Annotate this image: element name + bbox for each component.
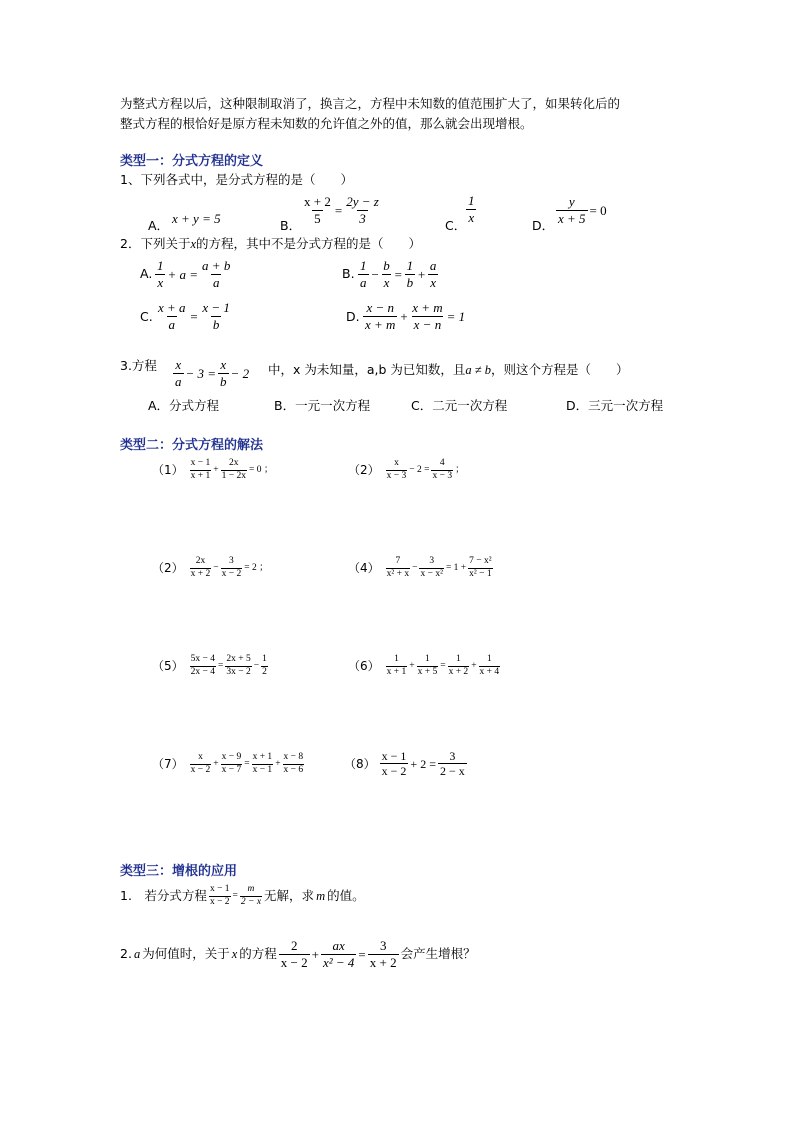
problem-2: （2） $\frac{x}{x - 3}$ − 2 = $\frac{4}{x - 3}$ ； bbox=[348, 458, 465, 481]
problem-4: （4） $\frac{7}{\text{x² + x}}$ − $\frac{3}{\text{x − x²}}$ = 1 + $\frac{\text{7 − x²}}{\text{x² − 1}}$ bbox=[348, 556, 492, 579]
problem-1-label: （1） bbox=[152, 463, 184, 478]
q3-option-b: B．一元一次方程 bbox=[274, 398, 371, 413]
problem-1: （1） $\frac{x - 1}{x + 1}$ + $\frac{2x}{1 - 2x}$ = 0 ； bbox=[152, 458, 274, 481]
q1-option-b-expr: $\frac{x + 2}{5}$ = $\frac{2y - z}{3}$ bbox=[304, 194, 379, 226]
q1-option-a-expr: x + y = 5 bbox=[172, 211, 221, 226]
q3-text: 中，x 为未知量，a,b 为已知数，且a ≠ b，则这个方程是（ ） bbox=[268, 362, 629, 377]
s3-q2: 2. a 为何值时，关于 x 的方程 $\frac{2}{x - 2}$ + $\frac{ax}{\text{x² − 4}}$ = $\frac{3}{x + 2}$ 会产生增根？ bbox=[120, 938, 476, 970]
section-1-heading: 类型一：分式方程的定义 bbox=[120, 154, 264, 169]
section-3-heading: 类型三：增根的应用 bbox=[120, 864, 238, 879]
problem-5: （5） $\frac{5x - 4}{2x - 4}$ = $\frac{2x + 5}{3x - 2}$ − $\frac{1}{2}$ bbox=[152, 654, 267, 677]
intro-line-2: 整式方程的根恰好是原方程未知数的允许值之外的值，那么就会出现增根。 bbox=[120, 116, 533, 131]
problem-7: （7） $\frac{x}{x - 2}$ + $\frac{x - 9}{x - 7}$ = $\frac{x + 1}{x - 1}$ + $\frac{x - 8}{x - 6}$ bbox=[152, 752, 304, 775]
problem-6: （6） $\frac{1}{x + 1}$ + $\frac{1}{x + 5}$ = $\frac{1}{x + 2}$ + $\frac{1}{x + 4}$ bbox=[348, 654, 500, 677]
q1-option-c-label: C． bbox=[445, 218, 467, 233]
q3-label: 3.方程 bbox=[120, 358, 157, 373]
problem-2-label: （2） bbox=[348, 463, 380, 478]
q2-option-d-expr: $\frac{x - n}{x + m}$ + $\frac{x + m}{x - n}$ = 1 bbox=[365, 300, 466, 332]
q3-option-d: D．三元一次方程 bbox=[566, 398, 664, 413]
q1-option-d-expr: $\frac{y}{x + 5}$ = 0 bbox=[558, 194, 607, 226]
q2-option-a-expr: $\frac{1}{x}$ + a = $\frac{a + b}{a}$ bbox=[157, 258, 231, 290]
q2-option-c-expr: $\frac{x + a}{a}$ = $\frac{x - 1}{b}$ bbox=[158, 300, 230, 332]
q1-option-a-label: A． bbox=[148, 218, 170, 233]
q2-option-c-label: C. bbox=[140, 309, 153, 324]
section-2-heading: 类型二：分式方程的解法 bbox=[120, 438, 264, 453]
q3-option-c: C．二元一次方程 bbox=[411, 398, 508, 413]
problem-7-label: （7） bbox=[152, 757, 184, 772]
problem-8: （8） $\frac{x - 1}{x - 2}$ + 2 = $\frac{3}{2 - x}$ bbox=[344, 749, 465, 779]
q2-option-d-label: D. bbox=[346, 309, 360, 324]
q1-stem: 1、下列各式中，是分式方程的是（ ） bbox=[120, 172, 353, 187]
q2-stem: 2．下列关于x的方程，其中不是分式方程的是（ ） bbox=[120, 236, 422, 251]
q3-option-a: A．分式方程 bbox=[148, 398, 220, 413]
problem-3-label: （2） bbox=[152, 561, 184, 576]
s3-q1: 1. 若分式方程 $\frac{x - 1}{x - 2}$ = $\frac{m}{2 - x}$ 无解，求 m 的值。 bbox=[120, 884, 365, 907]
q1-option-d-label: D． bbox=[532, 218, 555, 233]
intro-line-1: 为整式方程以后，这种限制取消了，换言之，方程中未知数的值范围扩大了，如果转化后的 bbox=[120, 96, 621, 111]
problem-5-label: （5） bbox=[152, 659, 184, 674]
q3-equation: $\frac{x}{a}$ − 3 = $\frac{x}{b}$ − 2 bbox=[175, 357, 250, 389]
problem-3: （2） $\frac{2x}{x + 2}$ − $\frac{3}{x - 2}$ = 2 ； bbox=[152, 556, 269, 579]
q1-option-b-label: B． bbox=[280, 218, 302, 233]
q2-option-b-label: B. bbox=[342, 266, 355, 281]
q2-option-b-expr: $\frac{1}{a}$ − $\frac{b}{x}$ = $\frac{1}{b}$ + $\frac{a}{x}$ bbox=[360, 258, 437, 290]
problem-4-label: （4） bbox=[348, 561, 380, 576]
problem-8-label: （8） bbox=[344, 756, 376, 771]
problem-6-label: （6） bbox=[348, 659, 380, 674]
q1-option-c-expr: $\frac{1}{x}$ bbox=[468, 193, 475, 225]
q2-option-a-label: A. bbox=[140, 266, 153, 281]
